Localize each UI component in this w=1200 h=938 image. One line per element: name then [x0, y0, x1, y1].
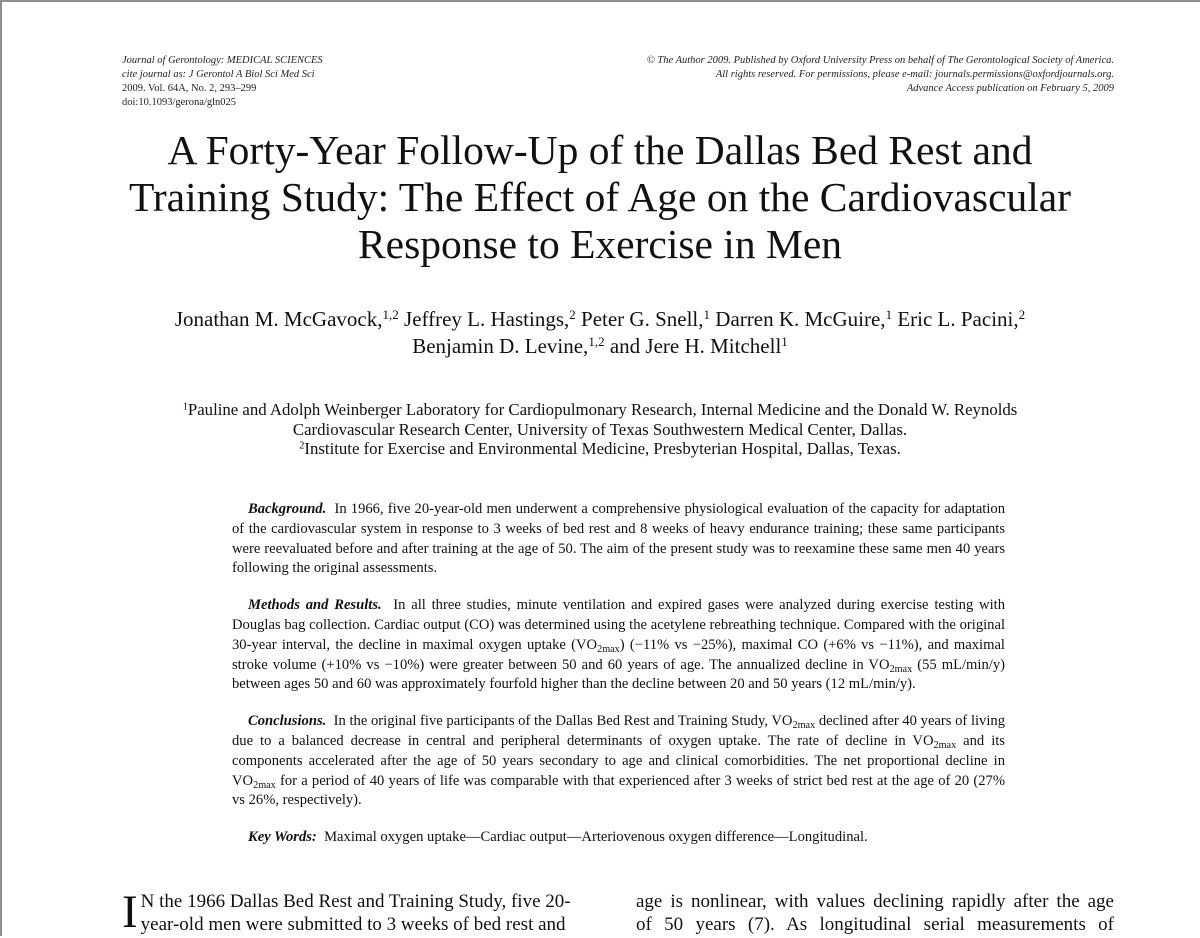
abstract-conclusions: Conclusions. In the original five participants of the Dallas Bed Rest and Training Study, $VO_{2max}$ declined after 40 years of living due to a balanced decrease in central and peripheral determinants of oxygen uptake. The rate of decline in $VO_{2max}$ and its components accelerated after the age of 50 years secondary to age and clinical comorbidities. The net proportional decline in $VO_{2max}$ for a period of 40 years of life was comparable with that experienced after 3 weeks of strict bed rest at the age of 20 (27% vs 26%, respectively).	[232, 713, 1006, 809]
advance-access-line: Advance Access publication on February 5, 2009	[906, 83, 1114, 94]
author: Jeffrey L. Hastings,$^2$	[404, 306, 576, 331]
author: and Jere H. Mitchell$^1$	[609, 333, 788, 358]
affiliation-1: $^1$Pauline and Adolph Weinberger Laboratory for Cardiopulmonary Research, Internal Medicine and the Donald W. Reynolds	[182, 400, 1018, 419]
cite-line: cite journal as: J Gerontol A Biol Sci Med Sci	[122, 69, 315, 80]
keywords-heading: Key Words:	[248, 829, 317, 846]
author: Benjamin D. Levine,$^{1,2}$	[412, 333, 605, 358]
volume-line: 2009. Vol. 64A, No. 2, 293–299	[122, 83, 257, 94]
author: Darren K. McGuire,$^1$	[715, 306, 893, 331]
title-line-1: A Forty-Year Follow-Up of the Dallas Bed Rest and	[167, 127, 1033, 173]
abstract	[232, 500, 1005, 865]
abstract-methods: Methods and Results. In all three studies, minute ventilation and expired gases were analyzed during exercise testing with Douglas bag collection. Cardiac output (CO) was determined using the acetylene rebreathing technique. Compared with the original 30-year interval, the decline in maximal oxygen uptake $(VO_{2max})$ (−11% vs −25%), maximal CO (+6% vs −11%), and maximal stroke volume (+10% vs −10%) were greater between 50 and 60 years of age. The annualized decline in $VO_{2max}$ (55 mL/min/y) between ages 50 and 60 was approximately fourfold higher than the decline between 20 and 50 years (12 mL/min/y).	[232, 597, 1005, 693]
body-column-left	[122, 886, 600, 938]
drop-cap: I	[122, 886, 138, 938]
affiliation-2: $^2$Institute for Exercise and Environmental Medicine, Presbyterian Hospital, Dallas, Texas.	[299, 439, 901, 458]
author-line-2	[60, 333, 1140, 360]
affiliations	[60, 400, 1140, 459]
page-left-edge	[0, 0, 2, 936]
body-text-line: N the 1966 Dallas Bed Rest and Training Study, five 20-	[140, 891, 571, 912]
doi-line: doi:10.1093/gerona/gln025	[122, 97, 237, 108]
journal-name: Journal of Gerontology: MEDICAL SCIENCES	[122, 55, 323, 66]
body-text-line: year-old men were submitted to 3 weeks of bed rest and	[140, 914, 566, 935]
affiliation-1-cont: Cardiovascular Research Center, University of Texas Southwestern Medical Center, Dallas.	[292, 419, 908, 439]
body-text-line: of 50 years (7). As longitudinal serial measurements of	[636, 914, 1114, 935]
methods-heading: Methods and Results.	[248, 597, 382, 614]
author: Jonathan M. McGavock,$^{1,2}$	[174, 306, 399, 331]
copyright-block	[647, 54, 1114, 96]
journal-citation-block	[122, 54, 323, 110]
keywords-text: Maximal oxygen uptake—Cardiac output—Arteriovenous oxygen difference—Longitudinal.	[324, 829, 868, 846]
abstract-keywords	[232, 828, 1005, 848]
author-list	[60, 306, 1140, 360]
background-heading: Background.	[248, 501, 327, 517]
paper-title	[100, 127, 1100, 268]
author-line-1	[60, 306, 1140, 333]
author: Peter G. Snell,$^1$	[581, 306, 711, 331]
title-line-3: Response to Exercise in Men	[357, 221, 843, 267]
copyright-line: © The Author 2009. Published by Oxford University Press on behalf of The Gerontological Society of America.	[646, 55, 1114, 66]
title-line-2: Training Study: The Effect of Age on the Cardiovascular	[128, 174, 1072, 220]
body-column-right	[636, 890, 1114, 936]
author: Eric L. Pacini,$^2$	[897, 306, 1026, 331]
body-text-line: age is nonlinear, with values declining rapidly after the age	[636, 891, 1114, 912]
abstract-background: Background. In 1966, five 20-year-old men underwent a comprehensive physiological evaluation of the capacity for adaptation of the cardiovascular system in response to 3 weeks of bed rest and 8 weeks of heavy endurance training; these same participants were reevaluated before and after training at the age of 50. The aim of the present study was to reexamine these same men 40 years following the original assessments.	[232, 501, 1005, 577]
permissions-line: All rights reserved. For permissions, please e-mail: journals.permissions@oxfordjournals.org.	[715, 69, 1114, 80]
page-top-edge	[0, 0, 1200, 2]
conclusions-heading: Conclusions.	[248, 713, 327, 730]
